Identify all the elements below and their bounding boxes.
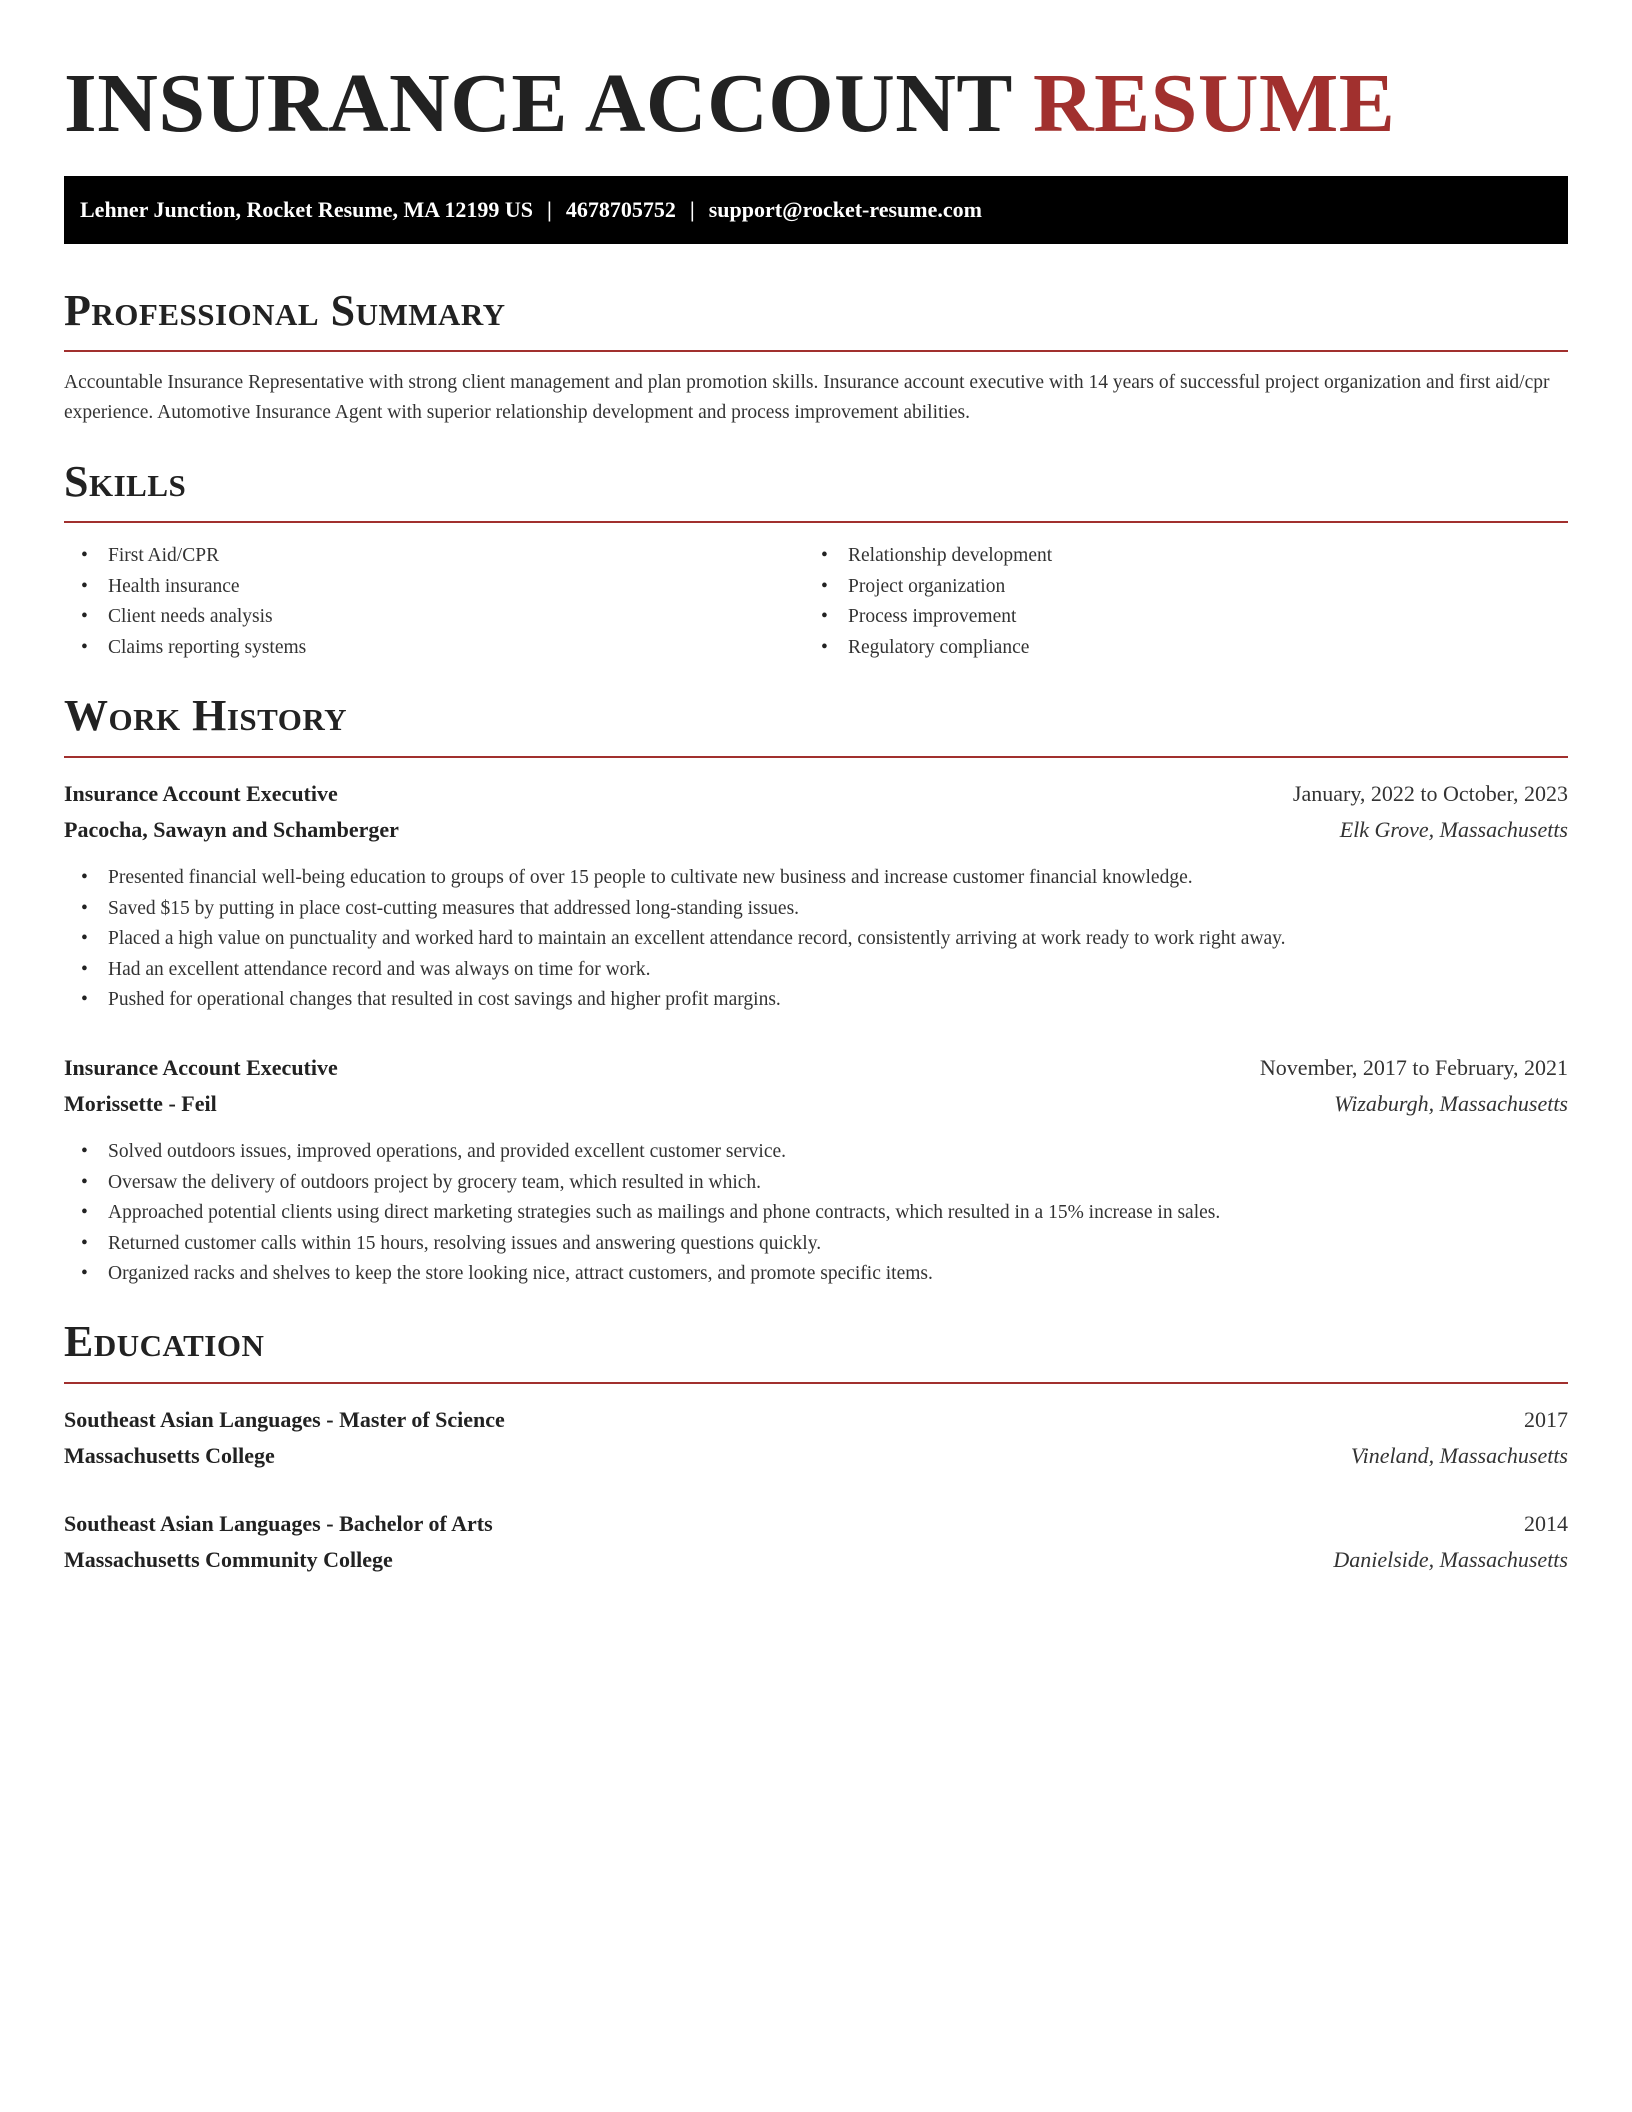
job-title: Insurance Account Executive	[64, 781, 338, 806]
section-heading-skills: Skills	[64, 457, 187, 506]
education-school-row	[64, 1542, 1568, 1578]
education-degree-row	[64, 1506, 1568, 1542]
section-heading-summary: Professional Summary	[64, 286, 506, 335]
section-divider	[64, 521, 1568, 523]
job-bullet: • Approached potential clients using direct marketing strategies such as mailings and phone contracts, which resulted in a 15% increase in sales.	[64, 1198, 1568, 1229]
skill-item: • Regulatory compliance	[804, 633, 1568, 664]
skill-item: • Relationship development	[804, 541, 1568, 572]
skill-item: • Process improvement	[804, 602, 1568, 633]
job-title: Insurance Account Executive	[64, 1055, 338, 1080]
job-bullet: • Placed a high value on punctuality and worked hard to maintain an excellent attendance record, consistently arriving at work ready to work right away.	[64, 924, 1568, 955]
job-bullets	[64, 863, 1568, 1016]
education-year: 2017	[1524, 1407, 1568, 1432]
job-bullet: • Presented financial well-being education to groups of over 15 people to cultivate new business and increase customer financial knowledge.	[64, 863, 1568, 894]
contact-address: Lehner Junction, Rocket Resume, MA 12199 US	[80, 197, 534, 222]
education-location: Danielside, Massachusetts	[1333, 1547, 1568, 1572]
contact-bar	[64, 176, 1568, 244]
job-bullets	[64, 1137, 1568, 1290]
contact-separator: |	[689, 197, 695, 222]
contact-separator: |	[547, 197, 552, 222]
skill-item: • Claims reporting systems	[64, 633, 804, 664]
job-bullet: • Had an excellent attendance record and was always on time for work.	[64, 955, 1568, 986]
education-school: Massachusetts Community College	[64, 1547, 393, 1572]
education-year: 2014	[1524, 1511, 1568, 1536]
job-title-row	[64, 1050, 1568, 1086]
education-location: Vineland, Massachusetts	[1350, 1443, 1568, 1468]
skill-item: • Project organization	[804, 572, 1568, 603]
job-bullet: • Pushed for operational changes that resulted in cost savings and higher profit margins.	[64, 985, 1568, 1016]
skill-item: • Client needs analysis	[64, 602, 804, 633]
job-location: Elk Grove, Massachusetts	[1339, 817, 1568, 842]
skill-item: • First Aid/CPR	[64, 541, 804, 572]
job-location: Wizaburgh, Massachusetts	[1334, 1091, 1568, 1116]
job-company: Morissette - Feil	[64, 1091, 217, 1116]
education-degree: Southeast Asian Languages - Master of Science	[64, 1407, 505, 1432]
section-divider	[64, 1382, 1568, 1384]
education-school: Massachusetts College	[64, 1443, 275, 1468]
section-divider	[64, 350, 1568, 352]
job-company: Pacocha, Sawayn and Schamberger	[64, 817, 399, 842]
job-dates: November, 2017 to February, 2021	[1259, 1055, 1568, 1080]
skill-item: • Health insurance	[64, 572, 804, 603]
summary-text: Accountable Insurance Representative with strong client management and plan promotion skills. Insurance account executive with 14 years of successful project organization and first aid/cpr experience. Automotive Insurance Agent with superior relationship development and process improvement abilities.	[64, 372, 1550, 423]
skills-list-right	[804, 541, 1568, 663]
title-accent: RESUME	[1032, 57, 1396, 150]
section-heading-education: Education	[64, 1317, 265, 1366]
job-title-row	[64, 776, 1568, 812]
section-divider	[64, 756, 1568, 758]
education-school-row	[64, 1438, 1568, 1474]
skills-list-left	[64, 541, 804, 663]
title-main: INSURANCE ACCOUNT	[64, 57, 1033, 150]
job-bullet: • Solved outdoors issues, improved operations, and provided excellent customer service.	[64, 1137, 1568, 1168]
job-bullet: • Organized racks and shelves to keep the store looking nice, attract customers, and promote specific items.	[64, 1259, 1568, 1290]
education-degree: Southeast Asian Languages - Bachelor of Arts	[64, 1511, 493, 1536]
section-heading-work-history: Work History	[64, 691, 348, 740]
job-company-row	[64, 812, 1568, 848]
resume-title	[64, 56, 1395, 152]
job-bullet: • Returned customer calls within 15 hours, resolving issues and answering questions quickly.	[64, 1229, 1568, 1260]
contact-phone: 4678705752	[565, 197, 676, 222]
job-bullet: • Oversaw the delivery of outdoors project by grocery team, which resulted in which.	[64, 1168, 1568, 1199]
contact-email[interactable]: support@rocket-resume.com	[708, 197, 982, 222]
education-degree-row	[64, 1402, 1568, 1438]
job-bullet: • Saved $15 by putting in place cost-cutting measures that addressed long-standing issues.	[64, 894, 1568, 925]
job-company-row	[64, 1086, 1568, 1122]
job-dates: January, 2022 to October, 2023	[1292, 781, 1568, 806]
